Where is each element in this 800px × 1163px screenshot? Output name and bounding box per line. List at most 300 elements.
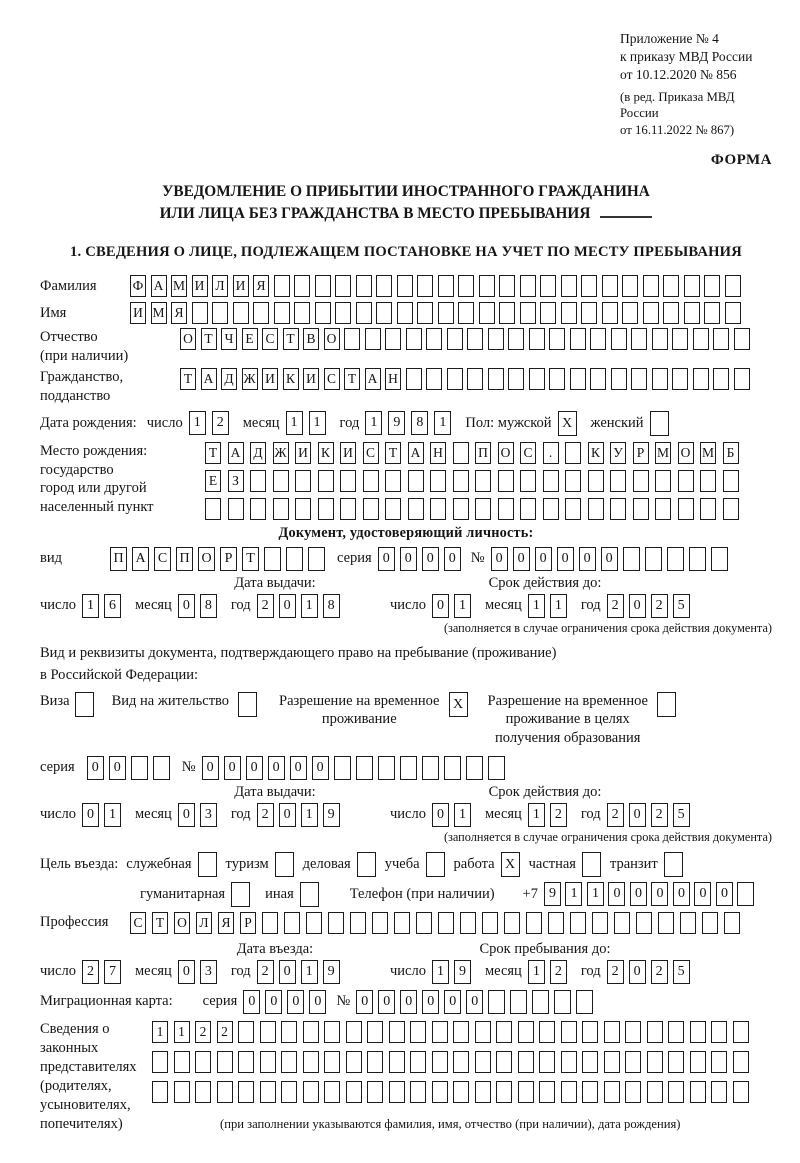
char-box[interactable] (389, 1081, 405, 1103)
char-box[interactable] (308, 547, 325, 571)
char-box[interactable] (704, 275, 720, 297)
char-box[interactable]: 2 (217, 1021, 233, 1043)
char-box[interactable]: О (180, 328, 196, 350)
char-box[interactable] (680, 912, 696, 934)
char-box[interactable] (453, 1051, 469, 1073)
char-box[interactable]: 5 (673, 960, 690, 984)
char-box[interactable]: 0 (202, 756, 219, 780)
char-box[interactable]: 8 (200, 594, 217, 618)
char-box[interactable] (496, 1081, 512, 1103)
char-box[interactable] (432, 1081, 448, 1103)
char-box[interactable] (582, 852, 601, 877)
char-box[interactable] (734, 328, 750, 350)
char-box[interactable]: 0 (535, 547, 552, 571)
char-box[interactable]: 2 (257, 960, 274, 984)
char-box[interactable] (693, 368, 709, 390)
char-box[interactable]: 1 (432, 960, 449, 984)
char-box[interactable]: X (449, 692, 468, 717)
char-box[interactable]: У (610, 442, 626, 464)
char-box[interactable]: 0 (87, 756, 104, 780)
char-box[interactable]: X (558, 411, 577, 436)
char-box[interactable] (432, 1051, 448, 1073)
char-box[interactable]: Я (218, 912, 234, 934)
char-box[interactable]: 0 (287, 990, 304, 1014)
char-box[interactable] (672, 328, 688, 350)
char-box[interactable] (274, 275, 290, 297)
char-box[interactable] (602, 275, 618, 297)
char-box[interactable] (565, 498, 581, 520)
char-box[interactable] (264, 547, 281, 571)
char-box[interactable]: 1 (565, 882, 582, 906)
char-box[interactable] (737, 882, 754, 906)
char-box[interactable] (389, 1051, 405, 1073)
char-box[interactable]: 1 (104, 803, 121, 827)
char-box[interactable]: Р (633, 442, 649, 464)
char-box[interactable]: 0 (279, 803, 296, 827)
char-box[interactable] (724, 912, 740, 934)
char-box[interactable] (356, 275, 372, 297)
char-box[interactable]: Т (242, 547, 259, 571)
char-box[interactable] (318, 470, 334, 492)
char-box[interactable] (281, 1081, 297, 1103)
char-box[interactable]: 1 (301, 960, 318, 984)
char-box[interactable]: 2 (651, 803, 668, 827)
char-box[interactable] (356, 756, 373, 780)
char-box[interactable]: 0 (629, 594, 646, 618)
char-box[interactable] (131, 756, 148, 780)
char-box[interactable]: О (198, 547, 215, 571)
char-box[interactable]: 1 (528, 960, 545, 984)
char-box[interactable]: Е (242, 328, 258, 350)
char-box[interactable] (498, 498, 514, 520)
char-box[interactable] (453, 1021, 469, 1043)
char-box[interactable] (367, 1081, 383, 1103)
char-box[interactable]: 0 (178, 594, 195, 618)
char-box[interactable] (733, 1051, 749, 1073)
char-box[interactable]: 8 (411, 411, 428, 435)
char-box[interactable] (426, 328, 442, 350)
char-box[interactable] (496, 1051, 512, 1073)
char-box[interactable] (315, 275, 331, 297)
char-box[interactable] (174, 1051, 190, 1073)
char-box[interactable] (684, 275, 700, 297)
char-box[interactable] (499, 275, 515, 297)
char-box[interactable]: М (655, 442, 671, 464)
char-box[interactable] (363, 498, 379, 520)
char-box[interactable]: 0 (82, 803, 99, 827)
char-box[interactable]: 0 (673, 882, 690, 906)
char-box[interactable]: Р (220, 547, 237, 571)
char-box[interactable] (588, 470, 604, 492)
char-box[interactable] (520, 470, 536, 492)
char-box[interactable] (75, 692, 94, 717)
char-box[interactable]: 0 (268, 756, 285, 780)
char-box[interactable] (647, 1081, 663, 1103)
char-box[interactable]: В (303, 328, 319, 350)
char-box[interactable]: 1 (454, 803, 471, 827)
char-box[interactable]: 0 (629, 803, 646, 827)
char-box[interactable] (508, 368, 524, 390)
char-box[interactable]: 0 (466, 990, 483, 1014)
char-box[interactable]: 1 (550, 594, 567, 618)
char-box[interactable] (416, 912, 432, 934)
char-box[interactable] (385, 498, 401, 520)
char-box[interactable]: А (151, 275, 167, 297)
char-box[interactable] (510, 990, 527, 1014)
char-box[interactable] (400, 756, 417, 780)
char-box[interactable] (625, 1051, 641, 1073)
char-box[interactable]: 1 (301, 594, 318, 618)
char-box[interactable]: 0 (243, 990, 260, 1014)
char-box[interactable]: 0 (178, 803, 195, 827)
char-box[interactable]: С (262, 328, 278, 350)
char-box[interactable] (532, 990, 549, 1014)
char-box[interactable] (430, 498, 446, 520)
char-box[interactable] (174, 1081, 190, 1103)
char-box[interactable]: 9 (323, 803, 340, 827)
char-box[interactable]: 0 (444, 990, 461, 1014)
char-box[interactable]: 1 (189, 411, 206, 435)
char-box[interactable] (367, 1021, 383, 1043)
char-box[interactable]: 0 (601, 547, 618, 571)
char-box[interactable] (570, 328, 586, 350)
char-box[interactable] (294, 302, 310, 324)
char-box[interactable]: С (154, 547, 171, 571)
char-box[interactable] (690, 1051, 706, 1073)
char-box[interactable]: 2 (550, 803, 567, 827)
char-box[interactable] (610, 498, 626, 520)
char-box[interactable]: 1 (174, 1021, 190, 1043)
char-box[interactable] (389, 1021, 405, 1043)
char-box[interactable] (610, 470, 626, 492)
char-box[interactable] (460, 912, 476, 934)
char-box[interactable] (590, 368, 606, 390)
char-box[interactable] (684, 302, 700, 324)
char-box[interactable]: И (192, 275, 208, 297)
char-box[interactable] (152, 1081, 168, 1103)
char-box[interactable] (614, 912, 630, 934)
char-box[interactable]: П (176, 547, 193, 571)
char-box[interactable] (582, 1081, 598, 1103)
char-box[interactable]: О (174, 912, 190, 934)
char-box[interactable]: Я (253, 275, 269, 297)
char-box[interactable]: Р (240, 912, 256, 934)
char-box[interactable] (479, 275, 495, 297)
char-box[interactable] (690, 1021, 706, 1043)
char-box[interactable] (275, 852, 294, 877)
char-box[interactable] (365, 328, 381, 350)
char-box[interactable] (508, 328, 524, 350)
char-box[interactable] (565, 470, 581, 492)
char-box[interactable] (518, 1021, 534, 1043)
char-box[interactable] (430, 470, 446, 492)
char-box[interactable] (657, 692, 676, 717)
char-box[interactable] (581, 302, 597, 324)
char-box[interactable] (672, 368, 688, 390)
char-box[interactable]: Ж (242, 368, 258, 390)
char-box[interactable] (422, 756, 439, 780)
char-box[interactable] (488, 328, 504, 350)
char-box[interactable]: 0 (356, 990, 373, 1014)
char-box[interactable] (467, 328, 483, 350)
char-box[interactable] (548, 912, 564, 934)
char-box[interactable]: 2 (651, 594, 668, 618)
char-box[interactable]: 0 (279, 594, 296, 618)
char-box[interactable]: 0 (651, 882, 668, 906)
char-box[interactable]: И (233, 275, 249, 297)
char-box[interactable] (554, 990, 571, 1014)
char-box[interactable] (217, 1081, 233, 1103)
char-box[interactable]: 0 (246, 756, 263, 780)
char-box[interactable] (561, 1051, 577, 1073)
char-box[interactable] (713, 328, 729, 350)
char-box[interactable]: Д (250, 442, 266, 464)
char-box[interactable]: 9 (544, 882, 561, 906)
char-box[interactable] (205, 498, 221, 520)
char-box[interactable]: С (363, 442, 379, 464)
char-box[interactable] (723, 470, 739, 492)
char-box[interactable]: 1 (82, 594, 99, 618)
char-box[interactable] (274, 302, 290, 324)
char-box[interactable]: 0 (432, 803, 449, 827)
char-box[interactable] (543, 498, 559, 520)
char-box[interactable]: Т (385, 442, 401, 464)
char-box[interactable]: Т (205, 442, 221, 464)
char-box[interactable]: 1 (434, 411, 451, 435)
char-box[interactable] (693, 328, 709, 350)
char-box[interactable]: 1 (286, 411, 303, 435)
char-box[interactable] (520, 275, 536, 297)
char-box[interactable] (631, 368, 647, 390)
char-box[interactable]: И (262, 368, 278, 390)
char-box[interactable]: 0 (630, 882, 647, 906)
char-box[interactable] (385, 328, 401, 350)
char-box[interactable] (475, 498, 491, 520)
char-box[interactable] (335, 275, 351, 297)
char-box[interactable] (636, 912, 652, 934)
char-box[interactable] (689, 547, 706, 571)
char-box[interactable] (453, 1081, 469, 1103)
char-box[interactable] (444, 756, 461, 780)
char-box[interactable] (622, 302, 638, 324)
char-box[interactable] (467, 368, 483, 390)
char-box[interactable] (663, 275, 679, 297)
char-box[interactable] (592, 912, 608, 934)
char-box[interactable] (602, 302, 618, 324)
char-box[interactable] (303, 1021, 319, 1043)
char-box[interactable] (588, 498, 604, 520)
char-box[interactable] (658, 912, 674, 934)
char-box[interactable]: Е (205, 470, 221, 492)
char-box[interactable] (667, 547, 684, 571)
char-box[interactable] (475, 1051, 491, 1073)
char-box[interactable]: П (475, 442, 491, 464)
char-box[interactable]: С (130, 912, 146, 934)
char-box[interactable] (406, 368, 422, 390)
char-box[interactable] (570, 912, 586, 934)
char-box[interactable]: Л (196, 912, 212, 934)
char-box[interactable]: И (303, 368, 319, 390)
char-box[interactable] (475, 470, 491, 492)
char-box[interactable] (543, 470, 559, 492)
char-box[interactable] (711, 1051, 727, 1073)
char-box[interactable] (397, 302, 413, 324)
char-box[interactable]: Ф (130, 275, 146, 297)
char-box[interactable]: Т (180, 368, 196, 390)
char-box[interactable] (725, 302, 741, 324)
char-box[interactable] (346, 1021, 362, 1043)
char-box[interactable] (700, 470, 716, 492)
char-box[interactable]: 0 (422, 547, 439, 571)
char-box[interactable] (153, 756, 170, 780)
char-box[interactable]: Т (344, 368, 360, 390)
char-box[interactable] (306, 912, 322, 934)
char-box[interactable] (356, 302, 372, 324)
char-box[interactable]: 5 (673, 803, 690, 827)
char-box[interactable]: М (700, 442, 716, 464)
char-box[interactable] (466, 756, 483, 780)
char-box[interactable] (350, 912, 366, 934)
char-box[interactable] (561, 275, 577, 297)
char-box[interactable]: А (408, 442, 424, 464)
char-box[interactable] (540, 275, 556, 297)
char-box[interactable]: X (501, 852, 520, 877)
char-box[interactable] (475, 1021, 491, 1043)
char-box[interactable] (549, 368, 565, 390)
char-box[interactable] (453, 498, 469, 520)
char-box[interactable] (518, 1051, 534, 1073)
char-box[interactable]: 2 (607, 803, 624, 827)
char-box[interactable]: 1 (454, 594, 471, 618)
char-box[interactable]: С (520, 442, 536, 464)
char-box[interactable]: Н (430, 442, 446, 464)
char-box[interactable] (376, 302, 392, 324)
char-box[interactable]: 1 (587, 882, 604, 906)
char-box[interactable] (238, 1081, 254, 1103)
char-box[interactable] (250, 498, 266, 520)
char-box[interactable] (315, 302, 331, 324)
char-box[interactable]: Л (212, 275, 228, 297)
char-box[interactable] (488, 990, 505, 1014)
char-box[interactable]: 0 (224, 756, 241, 780)
char-box[interactable]: 1 (301, 803, 318, 827)
char-box[interactable] (539, 1051, 555, 1073)
char-box[interactable] (378, 756, 395, 780)
char-box[interactable]: О (324, 328, 340, 350)
char-box[interactable]: 3 (200, 803, 217, 827)
char-box[interactable]: 9 (388, 411, 405, 435)
char-box[interactable] (668, 1081, 684, 1103)
char-box[interactable]: 0 (694, 882, 711, 906)
char-box[interactable] (713, 368, 729, 390)
char-box[interactable]: Ч (221, 328, 237, 350)
char-box[interactable] (623, 547, 640, 571)
char-box[interactable] (565, 442, 581, 464)
char-box[interactable] (294, 275, 310, 297)
char-box[interactable] (324, 1051, 340, 1073)
char-box[interactable] (734, 368, 750, 390)
char-box[interactable] (733, 1081, 749, 1103)
char-box[interactable]: И (295, 442, 311, 464)
char-box[interactable] (198, 852, 217, 877)
char-box[interactable] (539, 1021, 555, 1043)
char-box[interactable] (633, 470, 649, 492)
char-box[interactable] (678, 470, 694, 492)
char-box[interactable] (324, 1081, 340, 1103)
char-box[interactable]: З (228, 470, 244, 492)
char-box[interactable] (192, 302, 208, 324)
char-box[interactable] (576, 990, 593, 1014)
char-box[interactable] (561, 1081, 577, 1103)
char-box[interactable]: О (498, 442, 514, 464)
char-box[interactable] (647, 1051, 663, 1073)
char-box[interactable] (260, 1081, 276, 1103)
char-box[interactable]: 0 (400, 990, 417, 1014)
char-box[interactable] (408, 498, 424, 520)
char-box[interactable] (604, 1081, 620, 1103)
char-box[interactable] (367, 1051, 383, 1073)
char-box[interactable]: 0 (290, 756, 307, 780)
char-box[interactable] (260, 1051, 276, 1073)
char-box[interactable] (394, 912, 410, 934)
char-box[interactable] (238, 1021, 254, 1043)
char-box[interactable] (238, 1051, 254, 1073)
char-box[interactable]: 2 (651, 960, 668, 984)
char-box[interactable] (397, 275, 413, 297)
char-box[interactable]: Ж (273, 442, 289, 464)
char-box[interactable] (655, 498, 671, 520)
char-box[interactable] (611, 328, 627, 350)
char-box[interactable] (447, 368, 463, 390)
char-box[interactable] (408, 470, 424, 492)
char-box[interactable] (372, 912, 388, 934)
char-box[interactable] (295, 498, 311, 520)
char-box[interactable] (328, 912, 344, 934)
char-box[interactable]: 2 (607, 594, 624, 618)
char-box[interactable] (690, 1081, 706, 1103)
char-box[interactable] (458, 302, 474, 324)
char-box[interactable] (300, 882, 319, 907)
char-box[interactable] (540, 302, 556, 324)
char-box[interactable] (652, 368, 668, 390)
char-box[interactable]: Б (723, 442, 739, 464)
char-box[interactable] (334, 756, 351, 780)
char-box[interactable] (711, 1081, 727, 1103)
char-box[interactable] (725, 275, 741, 297)
char-box[interactable] (438, 302, 454, 324)
char-box[interactable]: 1 (152, 1021, 168, 1043)
char-box[interactable] (453, 470, 469, 492)
char-box[interactable]: 1 (528, 803, 545, 827)
char-box[interactable] (655, 470, 671, 492)
char-box[interactable] (625, 1081, 641, 1103)
char-box[interactable]: 8 (323, 594, 340, 618)
char-box[interactable] (678, 498, 694, 520)
char-box[interactable]: 0 (513, 547, 530, 571)
char-box[interactable] (561, 1021, 577, 1043)
char-box[interactable]: С (324, 368, 340, 390)
char-box[interactable]: 0 (557, 547, 574, 571)
char-box[interactable]: 0 (265, 990, 282, 1014)
char-box[interactable] (438, 275, 454, 297)
char-box[interactable] (447, 328, 463, 350)
char-box[interactable]: Т (283, 328, 299, 350)
char-box[interactable] (482, 912, 498, 934)
char-box[interactable] (250, 470, 266, 492)
char-box[interactable]: 0 (178, 960, 195, 984)
char-box[interactable]: 0 (279, 960, 296, 984)
char-box[interactable]: 0 (432, 594, 449, 618)
